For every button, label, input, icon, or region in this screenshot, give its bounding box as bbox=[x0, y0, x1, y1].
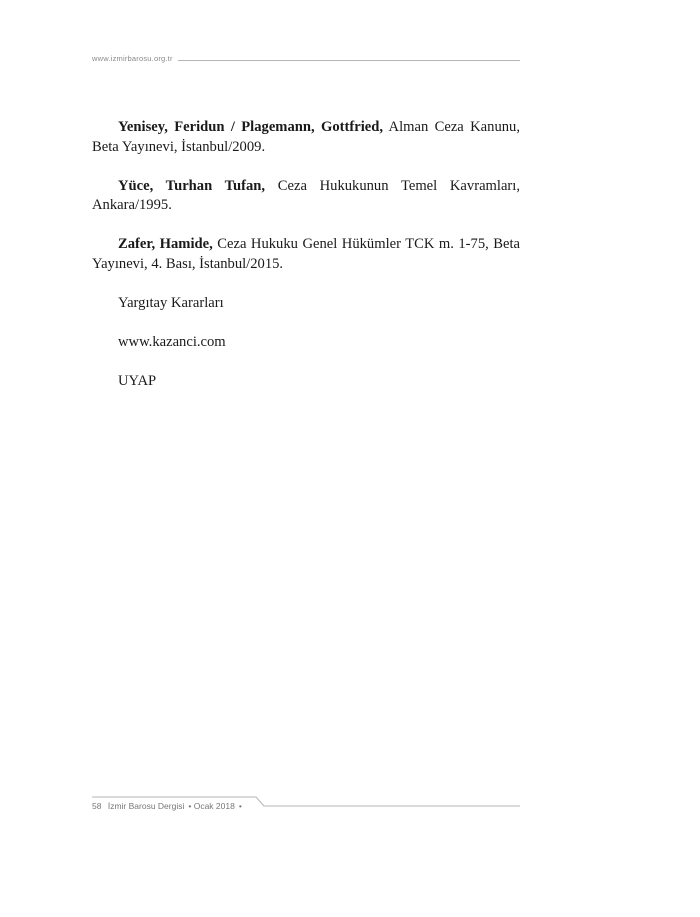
source-uyap: UYAP bbox=[118, 372, 157, 389]
issue-date: Ocak 2018 bbox=[193, 801, 235, 811]
reference-author: Zafer, Hamide, bbox=[118, 236, 213, 252]
header-url: www.izmirbarosu.org.tr bbox=[92, 54, 173, 63]
page-number: 58 bbox=[92, 801, 102, 811]
reference-text: Ceza Hukukunun Temel Kavramları, Ankara/1995. bbox=[92, 177, 520, 213]
reference-text: Alman Ceza Kanunu, Beta Yayınevi, İstanbul/2009. bbox=[92, 119, 520, 155]
footer: 58 İzmir Barosu Dergisi • Ocak 2018 • bbox=[92, 801, 242, 811]
source-website: www.kazanci.com bbox=[118, 333, 226, 350]
source-court-decisions: Yargıtay Kararları bbox=[118, 294, 224, 311]
reference-author: Yüce, Turhan Tufan, bbox=[118, 177, 266, 194]
reference-text: Ceza Hukuku Genel Hükümler TCK m. 1-75, Beta Yayınevi, 4. Bası, İstanbul/2015. bbox=[92, 236, 521, 272]
reference-author: Yenisey, Feridun / Plagemann, Gottfried, bbox=[118, 119, 383, 135]
journal-name: İzmir Barosu Dergisi bbox=[107, 801, 185, 811]
